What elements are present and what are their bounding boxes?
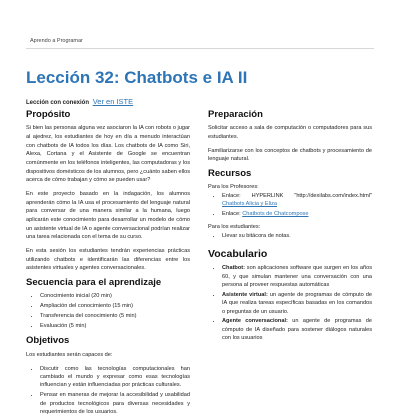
secuencia-list [26,292,190,330]
preparacion-paragraph-1: Solicitar acceso a sala de computación o computadores para sus estudiantes. [208,125,372,141]
iste-link[interactable]: Ver en ISTE [92,97,134,106]
objetivo-item: • Discutir como las tecnologías computacionales han cambiado el mundo y expresar como esas tecnologías influencian y están influenciadas por prácticas culturales. [40,365,190,390]
vocab-item [222,317,372,342]
secuencia-item: • Transferencia del conocimiento (5 min) [40,312,190,320]
vocab-term: Asistente virtual: [222,291,268,298]
preparacion-paragraph-2: Familiarizarse con los conceptos de chatbots y procesamiento de lenguaje natural. [208,147,372,163]
page-header [0,0,400,62]
vocab-term: Agente conversacional: [222,318,288,325]
vocab-term: Chatbot: [222,265,245,272]
vocab-item [222,291,372,316]
preparacion-heading: Preparación [208,109,263,120]
right-column [208,107,372,400]
estudiantes-label: Para los estudiantes: [208,224,261,231]
vocab-item [222,264,372,289]
enlace-label: Enlace: [222,192,241,199]
connection-label: Lección con conexión [26,100,90,106]
proposito-heading: Propósito [26,109,71,120]
vocab-definition: son aplicaciones software que surgen en los años 60, y que simulan mantener una conversación con una persona al proveer respuestas automáticas [222,265,372,288]
secuencia-item: • Evaluación (5 min) [40,322,190,330]
objetivos-intro: Los estudiantes serán capaces de: [26,351,113,358]
header-text: Aprendo a Programar [30,38,83,44]
vocabulario-heading: Vocabulario [208,247,268,260]
proposito-paragraph-1: Si bien las personas alguna vez asociaron la IA con robots o jugar al ajedrez, los estudiantes de hoy en día a menudo interactúan con chatbots de IA todos los días. Los chatbots de IA como Siri, Alexa, Cortana y el Asistente de Google se encuentran comúnmente en los teléfonos inteligentes, las computadoras y los dispositivos domésticos de los alumnos, pero ¿cuánto saben ellos acerca de cómo trabajan y cómo se pueden usar? [26,125,190,184]
secuencia-item: • Ampliación del conocimiento (15 min) [40,302,190,310]
vocab-definition: un agente de programas de cómputo de IA diseñado para sostener diálogos naturales con los usuarios [222,318,372,342]
left-column [26,107,190,415]
vocabulario-list [208,264,372,343]
chatcompose-link[interactable]: Chatbots de Chatcompose [242,210,309,217]
profesores-list [208,192,372,219]
proposito-paragraph-2: En este proyecto basado en la indagación, los alumnos aprenderán cómo la IA usa el procesamiento del lenguaje natural para conversar de una manera similar a la humana, luego aplicarán este conocimiento para desarrollar un modelo de cómo un asistente virtual de IA o agente conversacional podrían realizar una tarea relacionada con el tema de su curso. [26,191,190,241]
header-divider [26,48,374,49]
objetivos-heading: Objetivos [26,335,70,347]
profesores-label: Para los Profesores: [208,183,259,190]
lesson-connection [26,97,133,106]
proposito-paragraph-3: En esta sesión los estudiantes tendrán experiencias prácticas utilizando chatbots e identificarán las diferencias entre los asistentes virtuales y agentes conversacionales. [26,247,190,272]
hyperlink-text: HYPERLINK "http://dexilabs.com/index.html" [251,192,372,199]
estudiantes-item: • Llevar su bitácora de notas. [222,232,372,240]
lesson-title: Lección 32: Chatbots e IA II [26,68,248,87]
chatbots-alicia-eliza-link[interactable]: Chatbots Alicia y Eliza [222,200,278,207]
objetivos-list [26,365,190,416]
estudiantes-list [208,232,372,240]
recursos-heading: Recursos [208,168,252,180]
secuencia-item: • Conocimiento inicial (20 min) [40,292,190,300]
secuencia-heading: Secuencia para el aprendizaje [26,276,162,288]
resource-item-2 [222,210,372,218]
enlace-label: Enlace: [222,210,241,217]
objetivo-item: • Pensar en maneras de mejorar la accesibilidad y usabilidad de productos tecnológicos para diversas necesidades y requerimientos de los usuarios. [40,391,190,416]
resource-item-1 [222,192,372,209]
vocab-definition: un agente de programas de cómputo de IA que realiza tareas específicas basadas en los comandos o preguntas de un usuario. [222,291,372,315]
